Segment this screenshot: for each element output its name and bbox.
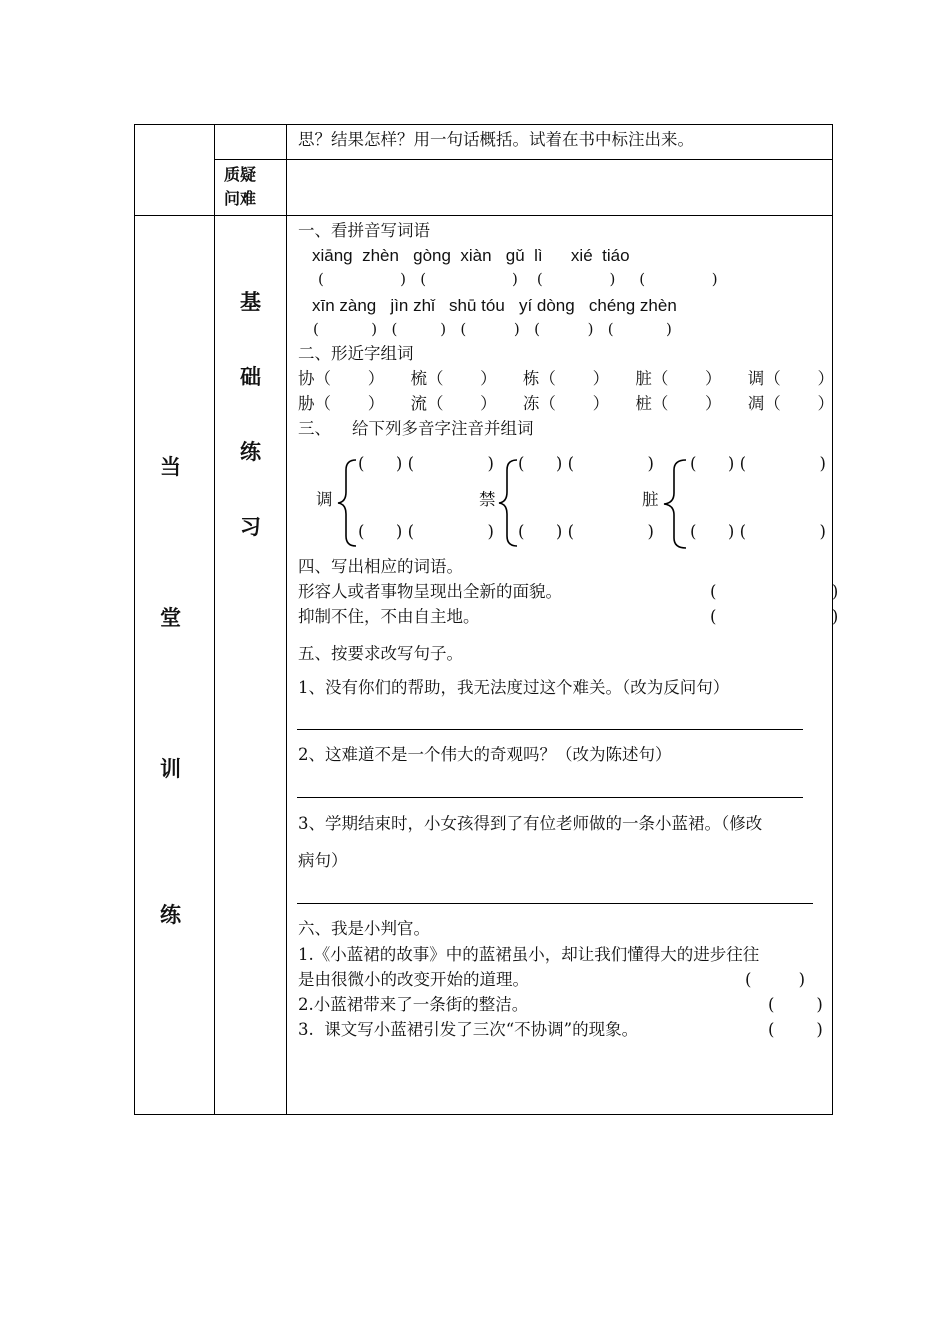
part6-item1-line1: 1.《小蓝裙的故事》中的蓝裙虽小，却让我们懂得大的进步往往 bbox=[298, 945, 760, 964]
section-label-char-3: 训 bbox=[160, 757, 181, 781]
table-border-left bbox=[134, 124, 135, 1115]
part6-item1-line2: 是由很微小的改变开始的道理。 bbox=[298, 970, 529, 989]
table-border-top bbox=[134, 124, 833, 125]
part1-blanks-row1: ( ) ( ) ( ) ( ) bbox=[318, 270, 718, 288]
polyphone-1-blank-bottom: ( ) ( ) bbox=[358, 522, 494, 541]
part3-heading: 三、 给下列多音字注音并组词 bbox=[298, 419, 534, 438]
sub-label-char-2: 础 bbox=[240, 365, 261, 389]
part5-item3-line1: 3、学期结束时，小女孩得到了有位老师做的一条小蓝裙。（修改 bbox=[298, 814, 763, 833]
part6-item2-blank: ( ) bbox=[768, 995, 823, 1014]
polyphone-char-3: 脏 bbox=[642, 490, 659, 509]
part2-row1: 协（ ） 梳（ ） 栋（ ） 脏（ ） 调（ ） bbox=[298, 369, 834, 388]
polyphone-2-blank-bottom: ( ) ( ) bbox=[518, 522, 654, 541]
section-label-char-4: 练 bbox=[160, 903, 181, 927]
sub-label-char-3: 练 bbox=[240, 440, 261, 464]
part2-heading: 二、形近字组词 bbox=[298, 344, 414, 363]
part5-item3-answer-line[interactable] bbox=[297, 903, 813, 904]
part6-item1-blank: ( ) bbox=[745, 970, 806, 989]
part6-item3: 3. 课文写小蓝裙引发了三次“不协调”的现象。 bbox=[298, 1020, 639, 1039]
polyphone-char-1: 调 bbox=[316, 490, 333, 509]
part4-item2: 抑制不住，不由自主地。 bbox=[298, 607, 480, 626]
polyphone-3-blank-top: ( ) ( ) bbox=[690, 454, 826, 473]
table-col-divider-2 bbox=[286, 124, 287, 1115]
table-row-divider-1 bbox=[214, 159, 833, 160]
polyphone-3-blank-bottom: ( ) ( ) bbox=[690, 522, 826, 541]
questions-label-line2: 问难 bbox=[224, 189, 257, 208]
top-continuation-text: 思？结果怎样？用一句话概括。试着在书中标注出来。 bbox=[298, 130, 694, 149]
sub-label-char-4: 习 bbox=[240, 515, 261, 539]
sub-label-char-1: 基 bbox=[240, 290, 261, 314]
part1-pinyin-row1: xiāng zhèn gòng xiàn gǔ lì xié tiáo bbox=[312, 246, 630, 265]
brace-3 bbox=[662, 456, 690, 552]
part4-heading: 四、写出相应的词语。 bbox=[298, 557, 463, 576]
part4-item1: 形容人或者事物呈现出全新的面貌。 bbox=[298, 582, 562, 601]
part5-item2: 2、这难道不是一个伟大的奇观吗？（改为陈述句） bbox=[298, 745, 672, 764]
part5-item1: 1、没有你们的帮助，我无法度过这个难关。（改为反问句） bbox=[298, 678, 730, 697]
brace-1 bbox=[336, 456, 360, 550]
table-row-divider-2 bbox=[134, 215, 833, 216]
part6-item2: 2.小蓝裙带来了一条街的整洁。 bbox=[298, 995, 529, 1014]
part5-item2-answer-line[interactable] bbox=[297, 797, 803, 798]
part6-item3-blank: ( ) bbox=[768, 1020, 823, 1039]
part4-item2-blank: ( ) bbox=[710, 607, 839, 626]
part5-item3-line2: 病句） bbox=[298, 851, 348, 870]
table-border-bottom bbox=[134, 1114, 833, 1115]
section-label-char-2: 堂 bbox=[160, 606, 181, 630]
part5-item1-answer-line[interactable] bbox=[297, 729, 803, 730]
polyphone-char-2: 禁 bbox=[479, 490, 496, 509]
part1-pinyin-row2: xīn zàng jìn zhǐ shū tóu yí dòng chéng zhèn bbox=[312, 296, 677, 315]
table-col-divider-1 bbox=[214, 124, 215, 1115]
part6-heading: 六、我是小判官。 bbox=[298, 919, 430, 938]
polyphone-2-blank-top: ( ) ( ) bbox=[518, 454, 654, 473]
part4-item1-blank: ( ) bbox=[710, 582, 839, 601]
part1-blanks-row2: ( ) ( ) ( ) ( ) ( ) bbox=[313, 320, 672, 338]
part2-row2: 胁（ ） 流（ ） 冻（ ） 桩（ ） 凋（ ） bbox=[298, 394, 834, 413]
questions-label-line1: 质疑 bbox=[224, 165, 257, 184]
part1-heading: 一、看拼音写词语 bbox=[298, 221, 430, 240]
section-label-char-1: 当 bbox=[160, 455, 181, 479]
part5-heading: 五、按要求改写句子。 bbox=[298, 644, 463, 663]
polyphone-1-blank-top: ( ) ( ) bbox=[358, 454, 494, 473]
